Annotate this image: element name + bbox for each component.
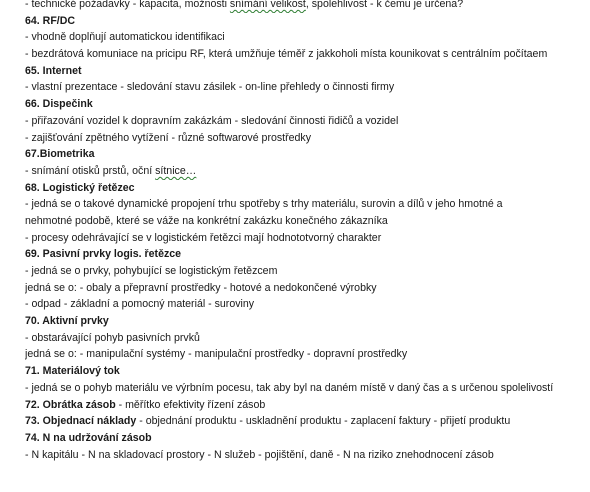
text-line: - odpad - základní a pomocný materiál - suroviny [25, 298, 255, 311]
text-line: - přiřazování vozidel k dopravním zakázkám - sledování činnosti řidičů a vozidel [25, 114, 399, 127]
text-line: jedná se o: - manipulační systémy - manipulační prostředky - dopravní prostředky [25, 348, 408, 361]
text-line: nehmotné podobě, které se váže na konkrétní zakázku konečného zákazníka [25, 214, 388, 227]
text-fragment: - snímání otisků prstů, oční [25, 164, 156, 177]
section-heading-73: 73. Objednací náklady [25, 415, 137, 428]
text-fragment: - objednání produktu - uskladnění produktu - zaplacení faktury - přijetí produktu [136, 415, 511, 428]
text-line: - jedná se o pohyb materiálu ve výrbním pocesu, tak aby byl na daném místě v daný čas a s určenou spolelivostí [25, 381, 554, 394]
text-line: - vhodně doplňují automatickou identifikaci [25, 31, 225, 44]
text-line: - vlastní prezentace - sledování stavu zásilek - on-line přehledy o činnosti firmy [25, 81, 395, 94]
text-line: - jedná se o prvky, pohybující se logistickým řetězcem [25, 265, 278, 277]
text-line: - procesy odehrávající se v logistickém řetězci mají hodnototvorný charakter [25, 231, 382, 244]
section-heading-70: 70. Aktivní prvky [25, 315, 109, 328]
text-line [25, 397, 586, 414]
text-line: - obstarávající pohyb pasivních prvků [25, 331, 200, 344]
section-heading-65: 65. Internet [25, 64, 82, 77]
text-line: - bezdrátová komuniace na pricipu RF, která umžňuje téměř z jakkoholi místa kounikovat s centrálním počítaem [25, 48, 548, 61]
text-line [25, 163, 586, 180]
text-line: - jedná se o takové dynamické propojení trhu spotřeby s trhy materiálu, surovin a dílů v jeho hmotné a [25, 198, 503, 211]
text-line: - N kapitálu - N na skladovací prostory - N služeb - pojištění, daně - N na riziko znehodnocení zásob [25, 448, 494, 461]
text-line: - zajišťování zpětného vytížení - různé softwarové prostředky [25, 131, 312, 144]
section-heading-71: 71. Materiálový tok [25, 365, 120, 378]
section-heading-74: 74. N na udržování zásob [25, 431, 152, 444]
text-line: jedná se o: - obaly a přepravní prostředky - hotové a nedokončené výrobky [25, 281, 377, 294]
spellcheck-underlined-text: snímání velikost [229, 0, 306, 10]
section-heading-64: 64. RF/DC [25, 14, 76, 27]
section-heading-69: 69. Pasivní prvky logis. řetězce [25, 248, 182, 261]
text-line [25, 413, 586, 430]
section-heading-72: 72. Obrátka zásob [25, 398, 116, 411]
text-fragment: - měřítko efektivity řízení zásob [115, 398, 266, 411]
text-line [25, 0, 586, 13]
section-heading-68: 68. Logistický řetězec [25, 181, 135, 194]
text-fragment: - technické požadavky - kapacita, možnosti [25, 0, 230, 10]
section-heading-67: 67.Biometrika [25, 148, 95, 161]
spellcheck-underlined-text: sítnice… [155, 164, 197, 177]
section-heading-66: 66. Dispečink [25, 98, 93, 111]
text-fragment: , spolehlivost - k čemu je určena? [305, 0, 464, 10]
